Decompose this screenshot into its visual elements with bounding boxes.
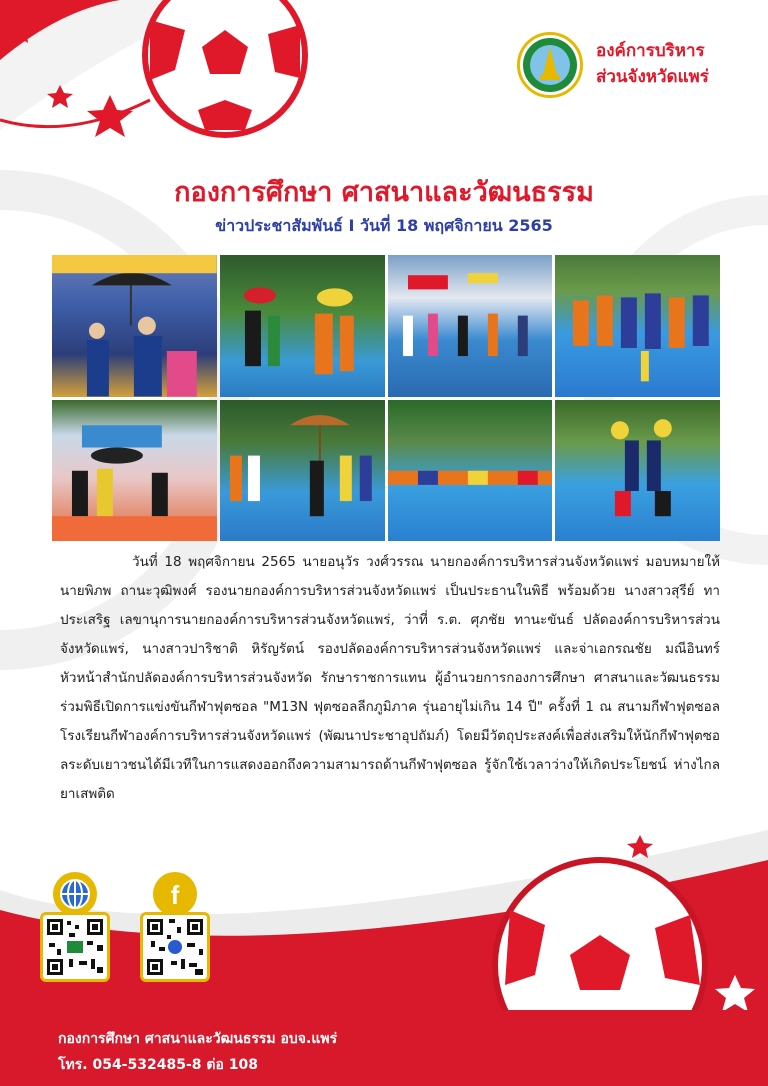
photo-officials-stage <box>52 400 217 542</box>
article-paragraph: วันที่ 18 พฤศจิกายน 2565 นายอนุวัร วงศ์วรรณ นายกองค์การบริหารส่วนจังหวัดแพร่ มอบหมายให้ นายพิภพ ถานะวุฒิพงศ์ รองนายกองค์การบริหารส่วนจังหวัดแพร่ เป็นประธานในพิธี พร้อมด้วย นางสาวสุรีย์ ทาประเสริฐ เลขานุการนายกองค์การบริหารส่วนจังหวัดแพร่, ว่าที่ ร.ต. ศุภชัย ทานะขันธ์ ปลัดองค์การบริหารส่วนจังหวัดแพร่, นางสาวปาริชาติ หิรัญรัตน์ รองปลัดองค์การบริหารส่วนจังหวัดแพร่ และจ่าเอกรณชัย มณีอินทร์ หัวหน้าสำนักปลัดองค์การบริหารส่วนจังหวัด รักษาราชการแทน ผู้อำนวยการกองการศึกษา ศาสนาและวัฒนธรรม ร่วมพิธีเปิดการแข่งขันกีฬาฟุตซอล "M13N ฟุตซอลลีกภูมิภาค รุ่นอายุไม่เกิน 14 ปี" ครั้งที่ 1 ณ สนามกีฬาฟุตซอลโรงเรียนกีฬาองค์การบริหารส่วนจังหวัดแพร่ (พัฒนาประชาอุปถัมภ์) โดยมีวัตถุประสงค์เพื่อส่งเสริมให้นักกีฬาฟุตซอลระดับเยาวชนได้มีเวทีในการแสดงออกถึงความสามารถด้านกีฬาฟุตซอล รู้จักใช้เวลาว่างให้เกิดประโยชน์ ห่างไกลยาเสพติด <box>60 554 720 802</box>
organization-name <box>596 38 709 90</box>
facebook-icon[interactable] <box>153 872 197 916</box>
photo-teams-court <box>388 400 553 542</box>
facebook-qr-code[interactable] <box>140 912 210 982</box>
footer-department: กองการศึกษา ศาสนาและวัฒนธรรม อบจ.แพร่ <box>58 1031 338 1047</box>
org-line-2: ส่วนจังหวัดแพร่ <box>596 67 709 87</box>
page-subtitle: ข่าวประชาสัมพันธ์ I วันที่ 18 พฤศจิกายน 2565 <box>215 216 553 235</box>
soccer-ball-icon <box>145 0 305 135</box>
footer-phone: โทร. 054-532485-8 ต่อ 108 <box>58 1057 258 1073</box>
photo-ceremony-umbrella <box>220 400 385 542</box>
page-title: กองการศึกษา ศาสนาและวัฒนธรรม <box>174 177 594 208</box>
website-qr-code[interactable] <box>40 912 110 982</box>
photo-team-lineup <box>388 255 553 397</box>
svg-text:f: f <box>170 880 180 910</box>
photo-grid <box>52 255 720 541</box>
photo-team-parade <box>220 255 385 397</box>
globe-icon[interactable] <box>53 872 97 916</box>
article-body <box>60 548 720 809</box>
org-line-1: องค์การบริหาร <box>596 41 705 61</box>
photo-opening-ceremony <box>52 255 217 397</box>
photo-players <box>555 255 720 397</box>
pagoda-seal-icon <box>517 32 583 98</box>
photo-cheerleaders <box>555 400 720 542</box>
